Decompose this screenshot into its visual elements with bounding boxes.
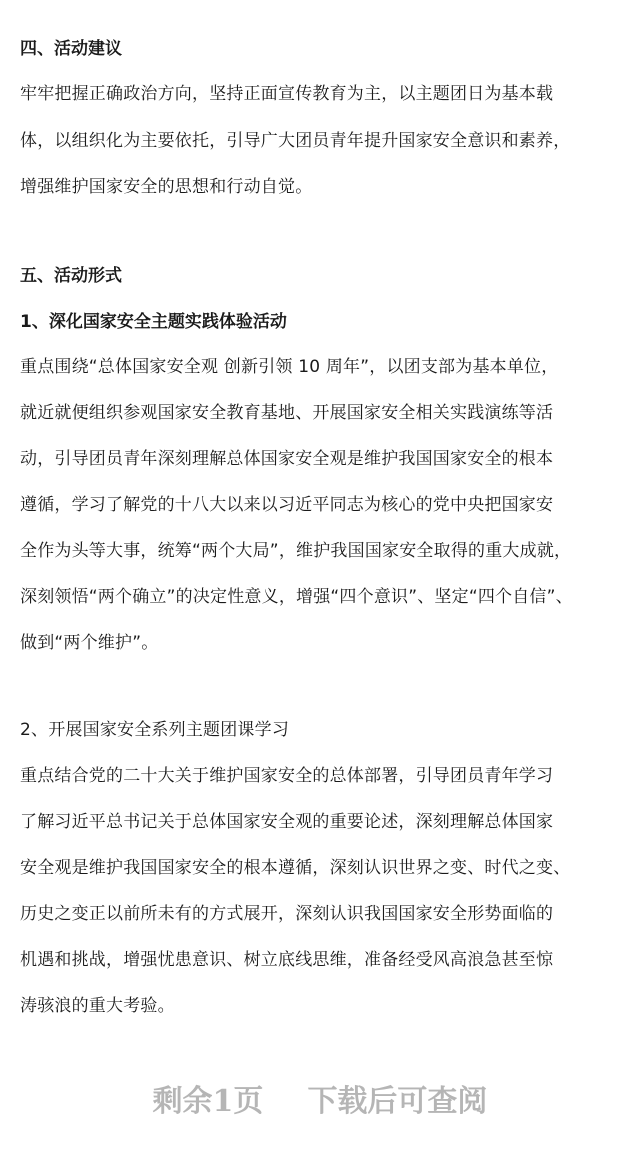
subsection-1-line: 动，引导团员青年深刻理解总体国家安全观是维护我国国家安全的根本	[20, 449, 554, 469]
subsection-1-line: 遵循，学习了解党的十八大以来以习近平同志为核心的党中央把国家安	[20, 495, 554, 515]
remaining-pages-label: 剩余1页	[152, 1084, 264, 1119]
section-4-line: 增强维护国家安全的思想和行动自觉。	[20, 177, 313, 197]
subsection-1-line: 就近就便组织参观国家安全教育基地、开展国家安全相关实践演练等活	[20, 403, 554, 423]
subsection-2-line: 安全观是维护我国国家安全的根本遵循，深刻认识世界之变、时代之变、	[20, 858, 571, 878]
section-4-line: 牢牢把握正确政治方向，坚持正面宣传教育为主，以主题团日为基本载	[20, 84, 554, 104]
subsection-2-line: 涛骇浪的重大考验。	[20, 996, 175, 1016]
section-5-heading: 五、活动形式	[20, 266, 122, 286]
download-to-view-label: 下载后可查阅	[307, 1084, 488, 1119]
subsection-2-heading: 2、开展国家安全系列主题团课学习	[20, 720, 290, 740]
section-4-heading: 四、活动建议	[20, 39, 122, 59]
subsection-2-line: 历史之变正以前所未有的方式展开，深刻认识我国国家安全形势面临的	[20, 904, 554, 924]
subsection-1-line: 做到“两个维护”。	[20, 633, 159, 653]
subsection-2-line: 重点结合党的二十大关于维护国家安全的总体部署，引导团员青年学习	[20, 766, 554, 786]
subsection-1-heading: 1、深化国家安全主题实践体验活动	[20, 312, 287, 332]
section-4-line: 体，以组织化为主要依托，引导广大团员青年提升国家安全意识和素养，	[20, 131, 571, 151]
download-prompt[interactable]	[0, 1080, 640, 1124]
subsection-1-line: 全作为头等大事，统筹“两个大局”，维护我国国家安全取得的重大成就，	[20, 541, 572, 561]
subsection-2-line: 了解习近平总书记关于总体国家安全观的重要论述，深刻理解总体国家	[20, 812, 554, 832]
subsection-1-line: 深刻领悟“两个确立”的决定性意义，增强“四个意识”、坚定“四个自信”、	[20, 587, 573, 607]
subsection-2-line: 机遇和挑战，增强忧患意识、树立底线思维，准备经受风高浪急甚至惊	[20, 950, 554, 970]
subsection-1-line: 重点围绕“总体国家安全观 创新引领 10 周年”，以团支部为基本单位，	[20, 357, 559, 377]
